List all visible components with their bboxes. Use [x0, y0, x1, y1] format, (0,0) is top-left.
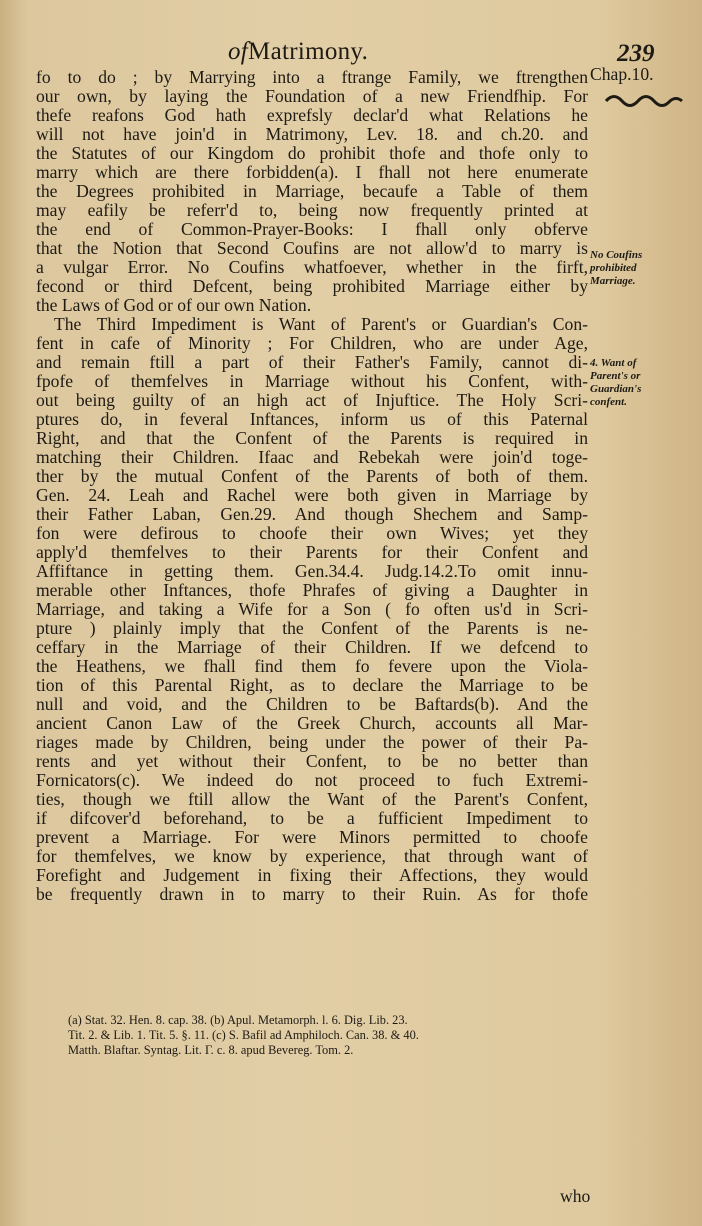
running-title	[228, 38, 368, 66]
text-line: marry which are there forbidden(a). I fhall not here enumerate	[36, 162, 588, 182]
margin-note-line: Parent's or	[590, 370, 641, 382]
text-line: will not have join'd in Matrimony, Lev. 18. and ch.20. and	[36, 124, 588, 144]
text-line: The Third Impediment is Want of Parent's or Guardian's Con-	[54, 314, 588, 334]
footnote-line: Matth. Blaftar. Syntag. Lit. Γ. c. 8. apud Bevereg. Tom. 2.	[68, 1043, 354, 1058]
catchword: who	[560, 1186, 591, 1206]
margin-note-line: confent.	[590, 396, 627, 408]
text-line: apply'd themfelves to their Parents for their Confent and	[36, 542, 588, 562]
running-title-prefix: of	[228, 38, 249, 65]
text-line: their Father Laban, Gen.29. And though Shechem and Samp-	[36, 504, 588, 524]
footnote-line: Tit. 2. & Lib. 1. Tit. 5. §. 11. (c) S. Bafil ad Amphiloch. Can. 38. & 40.	[68, 1028, 419, 1043]
text-line: rents and yet without their Confent, to be no better than	[36, 751, 588, 771]
text-line: ties, though we ftill allow the Want of the Parent's Confent,	[36, 789, 588, 809]
margin-note-line: 4. Want of	[590, 357, 637, 369]
margin-chapter-label: Chap.10.	[590, 64, 654, 84]
text-line: Forefight and Judgement in fixing their Affections, they would	[36, 865, 588, 885]
text-line: ceffary in the Marriage of their Children. If we defcend to	[36, 637, 588, 657]
text-line: ther by the mutual Confent of the Parents of both of them.	[36, 466, 588, 486]
text-line: the Heathens, we fhall find them fo fevere upon the Viola-	[36, 656, 588, 676]
text-line: ptures do, in feveral Inftances, inform us of this Paternal	[36, 409, 588, 429]
text-line: riages made by Children, being under the power of their Pa-	[36, 732, 588, 752]
ornament-flourish	[604, 92, 684, 110]
text-line: that the Notion that Second Coufins are not allow'd to marry is	[36, 238, 588, 258]
margin-note-line: prohibited	[590, 262, 637, 274]
text-line: prevent a Marriage. For were Minors permitted to choofe	[36, 827, 588, 847]
text-line: ancient Canon Law of the Greek Church, accounts all Mar-	[36, 713, 588, 733]
text-line: the Laws of God or of our own Nation.	[36, 295, 312, 315]
margin-note-line: No Coufins	[590, 249, 643, 261]
text-line: out being guilty of an high act of Injuftice. The Holy Scri-	[36, 390, 588, 410]
margin-note-line: Guardian's	[590, 383, 642, 395]
margin-note-cousins	[590, 249, 700, 288]
margin-note-line: Marriage.	[590, 275, 636, 287]
page-number: 239	[617, 40, 655, 67]
text-line: fecond or third Defcent, being prohibited Marriage either by	[36, 276, 588, 296]
footnote-line: (a) Stat. 32. Hen. 8. cap. 38. (b) Apul. Metamorph. l. 6. Dig. Lib. 23.	[68, 1013, 408, 1027]
text-line: null and void, and the Children to be Baftards(b). And the	[36, 694, 588, 714]
text-line: may eafily be referr'd to, being now frequently printed at	[36, 200, 588, 220]
text-line: pture ) plainly imply that the Confent of the Parents is ne-	[36, 618, 588, 638]
text-line: Marriage, and taking a Wife for a Son ( fo often us'd in Scri-	[36, 599, 588, 619]
text-line: fon were defirous to choofe their own Wives; yet they	[36, 523, 588, 543]
running-title-text: Matrimony.	[248, 38, 369, 65]
text-line: thefe reafons God hath exprefsly declar'd what Relations he	[36, 105, 588, 125]
text-line: Fornicators(c). We indeed do not proceed to fuch Extremi-	[36, 770, 588, 790]
text-line: fpofe of themfelves in Marriage without his Confent, with-	[36, 371, 588, 391]
text-line: a vulgar Error. No Coufins whatfoever, whether in the firft,	[36, 257, 588, 277]
text-line: fo to do ; by Marrying into a ftrange Family, we ftrengthen	[36, 67, 588, 87]
text-line: the Statutes of our Kingdom do prohibit thofe and thofe only to	[36, 143, 588, 163]
footnotes	[68, 1013, 588, 1059]
text-line: be frequently drawn in to marry to their Ruin. As for thofe	[36, 884, 588, 904]
text-line: if difcover'd beforehand, to be a fufficient Impediment to	[36, 808, 588, 828]
text-line: Gen. 24. Leah and Rachel were both given in Marriage by	[36, 485, 588, 505]
text-line: and remain ftill a part of their Father's Family, cannot di-	[36, 352, 588, 372]
text-line: the Degrees prohibited in Marriage, becaufe a Table of them	[36, 181, 588, 201]
body-text	[36, 68, 588, 904]
text-line: for themfelves, we know by experience, that through want of	[36, 846, 588, 866]
text-line: our own, by laying the Foundation of a new Friendfhip. For	[36, 86, 588, 106]
footnote-divider	[40, 1004, 590, 1005]
margin-note-parents-consent	[590, 357, 700, 409]
text-line: Right, and that the Confent of the Parents is required in	[36, 428, 588, 448]
text-line: tion of this Parental Right, as to declare the Marriage to be	[36, 675, 588, 695]
text-line: matching their Children. Ifaac and Rebekah were join'd toge-	[36, 447, 588, 467]
text-line: merable other Inftances, thofe Phrafes of giving a Daughter in	[36, 580, 588, 600]
text-line: fent in cafe of Minority ; For Children, who are under Age,	[36, 333, 588, 353]
text-line: the end of Common-Prayer-Books: I fhall only obferve	[36, 219, 588, 239]
text-line: Affiftance in getting them. Gen.34.4. Judg.14.2.To omit innu-	[36, 561, 588, 581]
